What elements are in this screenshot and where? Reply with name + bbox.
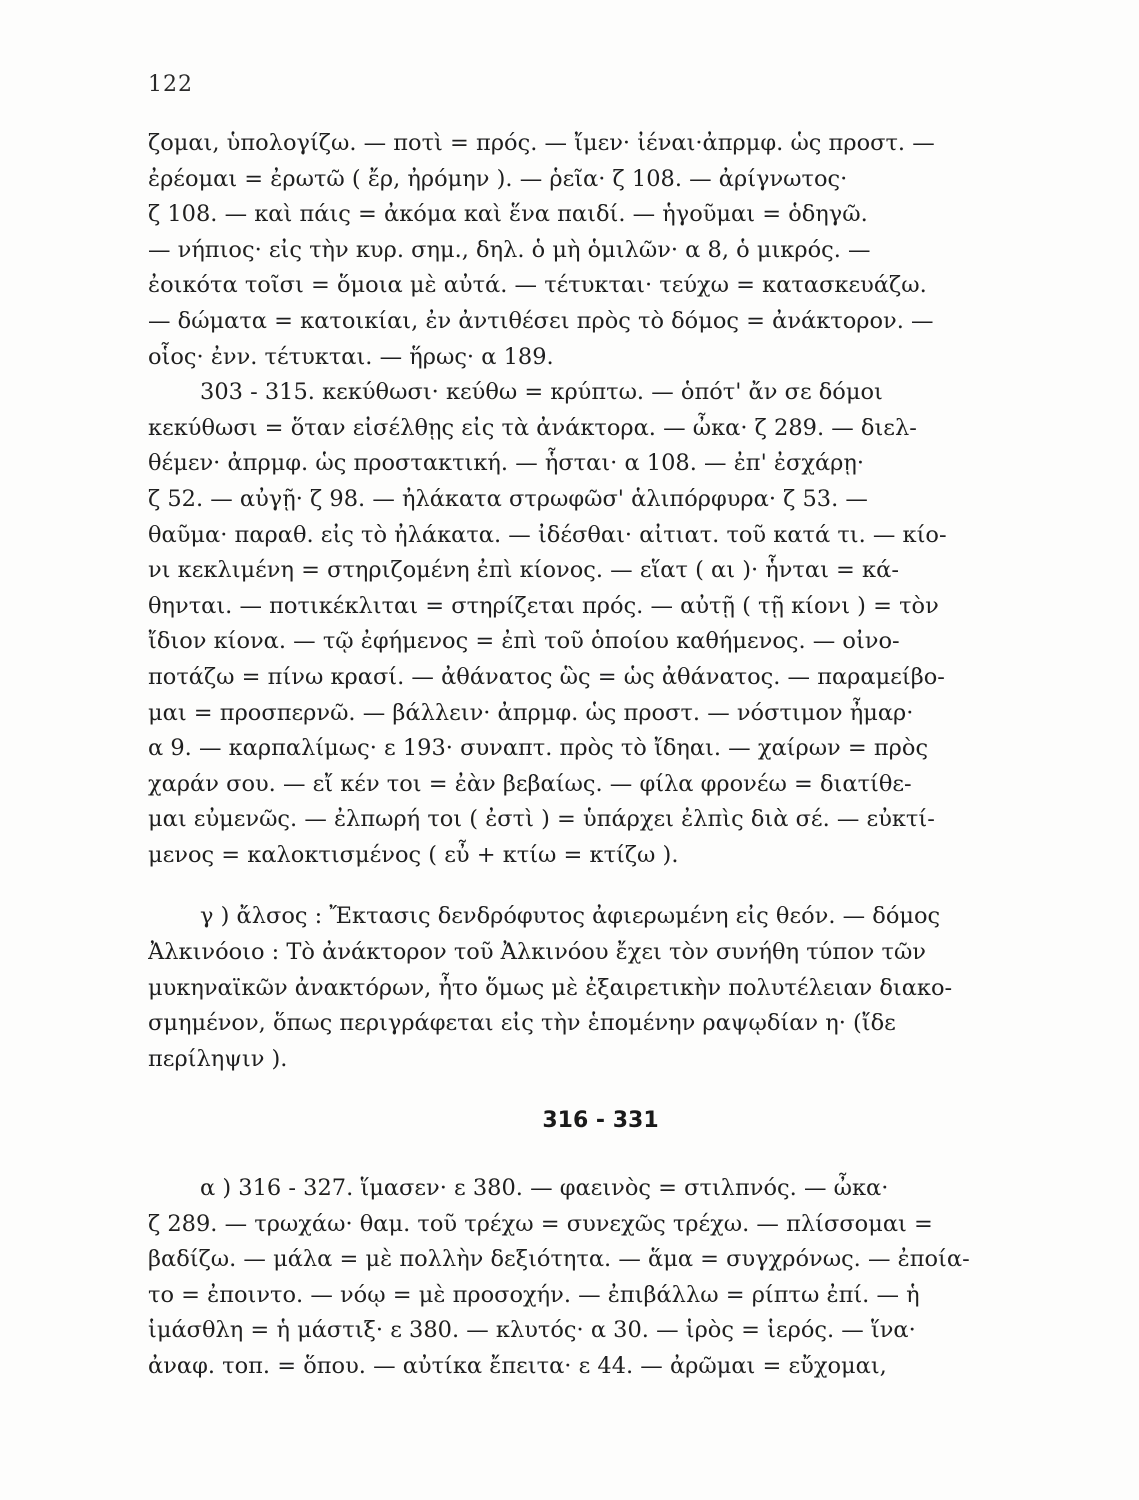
text-line: σμημένον, ὅπως περιγράφεται εἰς τὴν ἑπομένην ραψῳδίαν η· (ἴδε xyxy=(148,1010,896,1037)
text-line: περίληψιν ). xyxy=(148,1045,288,1072)
text-line: — δώματα = κατοικίαι, ἐν ἀντιθέσει πρὸς τὸ δόμος = ἀνάκτορον. — xyxy=(148,307,934,334)
paragraph-gap xyxy=(148,1077,993,1103)
text-line: μυκηναϊκῶν ἀνακτόρων, ἦτο ὅμως μὲ ἐξαιρετικὴν πολυτέλειαν διακο- xyxy=(148,974,953,1001)
text-line: νι κεκλιμένη = στηριζομένη ἐπὶ κίονος. — εἵατ ( αι )· ἧνται = κά- xyxy=(148,557,899,584)
text-line: ἐρέομαι = ἐρωτῶ ( ἔρ, ἠρόμην ). — ῥεῖα· ζ 108. — ἀρίγνωτος· xyxy=(148,165,848,192)
text-line: — νήπιος· εἰς τὴν κυρ. σημ., δηλ. ὁ μὴ ὁμιλῶν· α 8, ὁ μικρός. — xyxy=(148,236,871,263)
text-line: θέμεν· ἀπρμφ. ὡς προστακτική. — ἧσται· α 108. — ἐπ' ἐσχάρῃ· xyxy=(148,450,865,477)
text-line: ζομαι, ὑπολογίζω. — ποτὶ = πρός. — ἴμεν· ἰέναι·ἀπρμφ. ὡς προστ. — xyxy=(148,130,935,156)
text-line: 303 - 315. κεκύθωσι· κεύθω = κρύπτω. — ὁπότ' ἄν σε δόμοι xyxy=(200,379,883,406)
text-line: ζ 52. — αὐγῇ· ζ 98. — ἠλάκατα στρωφῶσ' ἁλιπόρφυρα· ζ 53. — xyxy=(148,485,868,512)
text-line: θαῦμα· παραθ. εἰς τὸ ἠλάκατα. — ἰδέσθαι· αἰτιατ. τοῦ κατά τι. — κίο- xyxy=(148,521,947,548)
text-line: το = ἐποιντο. — νόῳ = μὲ προσοχήν. — ἐπιβάλλω = ρίπτω ἐπί. — ἡ xyxy=(148,1281,920,1308)
text-line: θηνται. — ποτικέκλιται = στηρίζεται πρός. — αὐτῇ ( τῇ κίονι ) = τὸν xyxy=(148,592,939,619)
text-line: γ ) ἄλσος : Ἔκτασις δενδρόφυτος ἀφιερωμένη εἰς θεόν. — δόμος xyxy=(200,903,941,930)
section-heading: 316 - 331 xyxy=(542,1108,659,1134)
text-line: μαι εὐμενῶς. — ἐλπωρή τοι ( ἐστὶ ) = ὑπάρχει ἐλπὶς διὰ σέ. — εὐκτί- xyxy=(148,806,935,833)
paragraph-gap xyxy=(148,1139,993,1171)
text-line: ἱμάσθλη = ἡ μάστιξ· ε 380. — κλυτός· α 30. — ἱρὸς = ἱερός. — ἵνα· xyxy=(148,1317,916,1344)
text-line: ζ 108. — καὶ πάις = ἀκόμα καὶ ἕνα παιδί. — ἡγοῦμαι = ὁδηγῶ. xyxy=(148,201,868,228)
text-line: βαδίζω. — μάλα = μὲ πολλὴν δεξιότητα. — ἅμα = συγχρόνως. — ἐποία- xyxy=(148,1246,970,1273)
text-line: μενος = καλοκτισμένος ( εὖ + κτίω = κτίζω ). xyxy=(148,841,679,868)
text-line: ἴδιον κίονα. — τῷ ἐφήμενος = ἐπὶ τοῦ ὁποίου καθήμενος. — οἰνο- xyxy=(148,628,900,655)
text-line: α ) 316 - 327. ἵμασεν· ε 380. — φαεινὸς = στιλπνός. — ὦκα· xyxy=(200,1175,889,1202)
text-line: οἷος· ἐνν. τέτυκται. — ἥρως· α 189. xyxy=(148,343,554,370)
text-line: α 9. — καρπαλίμως· ε 193· συναπτ. πρὸς τὸ ἴδηαι. — χαίρων = πρὸς xyxy=(148,735,929,762)
commentary-text xyxy=(148,126,993,1385)
text-line: ἐοικότα τοῖσι = ὅμοια μὲ αὐτά. — τέτυκται· τεύχω = κατασκευάζω. xyxy=(148,272,927,299)
text-line: χαράν σου. — εἴ κέν τοι = ἐὰν βεβαίως. — φίλα φρονέω = διατίθε- xyxy=(148,770,912,797)
text-line: Ἀλκινόοιο : Τὸ ἀνάκτορον τοῦ Ἀλκινόου ἔχει τὸν συνήθη τύπον τῶν xyxy=(148,939,926,966)
text-line: κεκύθωσι = ὅταν εἰσέλθῃς εἰς τὰ ἀνάκτορα. — ὦκα· ζ 289. — διελ- xyxy=(148,414,917,441)
text-line: ζ 289. — τρωχάω· θαμ. τοῦ τρέχω = συνεχῶς τρέχω. — πλίσσομαι = xyxy=(148,1210,933,1237)
page-number: 122 xyxy=(148,72,193,97)
text-line: ἀναφ. τοπ. = ὅπου. — αὐτίκα ἔπειτα· ε 44. — ἀρῶμαι = εὔχομαι, xyxy=(148,1353,887,1379)
paragraph-gap xyxy=(148,873,993,899)
text-line: ποτάζω = πίνω κρασί. — ἀθάνατος ὣς = ὡς ἀθάνατος. — παραμείβο- xyxy=(148,663,945,690)
text-line: μαι = προσπερνῶ. — βάλλειν· ἀπρμφ. ὡς προστ. — νόστιμον ἦμαρ· xyxy=(148,699,914,726)
